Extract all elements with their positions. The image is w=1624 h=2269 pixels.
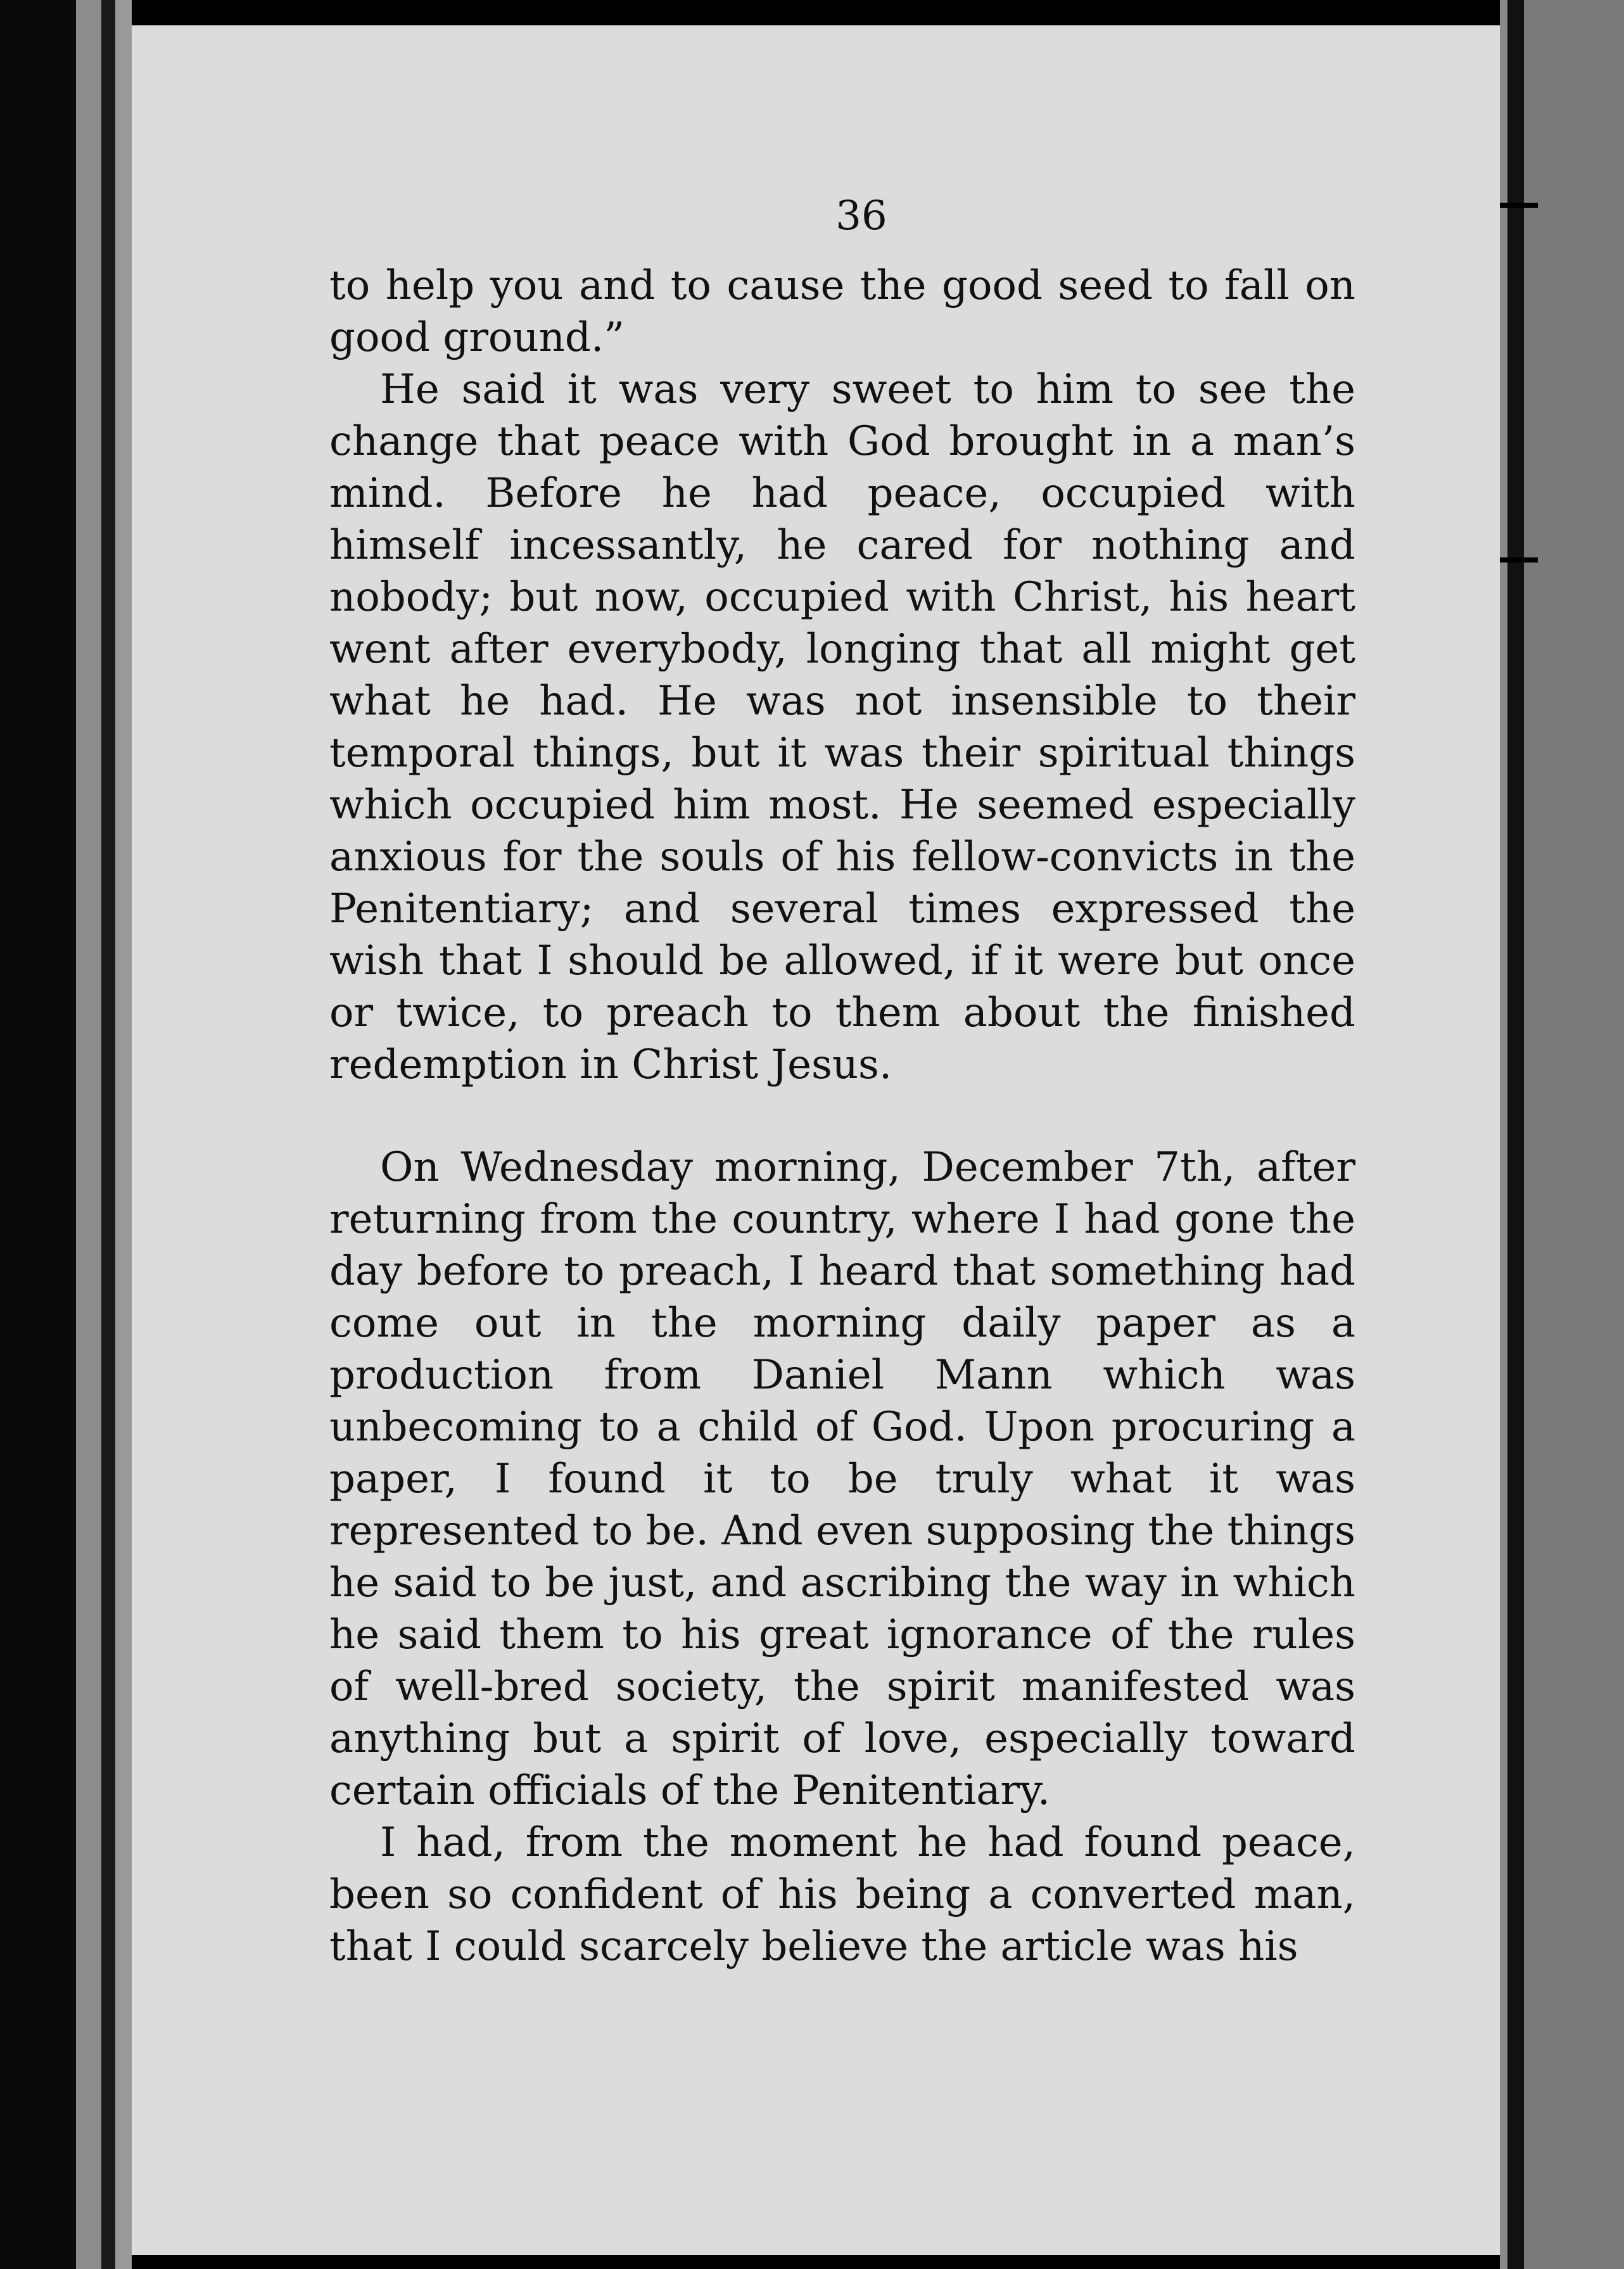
- paragraph-gap: [329, 1091, 1355, 1141]
- binding-bar: [1507, 0, 1524, 2269]
- page-edge-left: [76, 0, 101, 2269]
- book-spine: [0, 0, 76, 2269]
- paragraph: to help you and to cause the good seed to fall on good ground.”: [329, 262, 1355, 361]
- binding-notch: [1500, 557, 1538, 562]
- paragraph: He said it was very sweet to him to see the change that peace with God brought in a man’s mind. Before he had peace, occupied with himself incessantly, he cared for nothing and nobody; but now, occupied with Christ, his heart went after everybody, longing that all might get what he had. He was not insensible to their temporal things, but it was their spiritual things which occupied him most. He seemed especially anxious for the souls of his fellow-convicts in the Penitentiary; and several times expressed the wish that I should be allowed, if it were but once or twice, to preach to them about the finished redemption in Christ Jesus.: [329, 366, 1355, 1088]
- paragraph: On Wednesday morning, December 7th, after returning from the country, where I had gone the day before to preach, I heard that something had come out in the morning daily paper as a production from Daniel Mann which was unbecoming to a child of God. Upon procuring a paper, I found it to be truly what it was represented to be. And even supposing the things he said to be just, and ascribing the way in which he said them to his great ignorance of the rules of well-bred society, the spirit manifested was anything but a spirit of love, especially toward certain officials of the Penitentiary.: [329, 1144, 1355, 1814]
- binding-notch: [1500, 203, 1538, 208]
- paragraph: I had, from the moment he had found peace, been so confident of his being a converted man, that I could scarcely believe the article was his: [329, 1819, 1355, 1970]
- page-edge-left-shadow: [101, 0, 115, 2269]
- page-edge-left-inner: [115, 0, 132, 2269]
- page-edge-right-outer: [1524, 0, 1624, 2269]
- page-text: [329, 190, 1355, 1973]
- page-number: 36: [835, 193, 887, 239]
